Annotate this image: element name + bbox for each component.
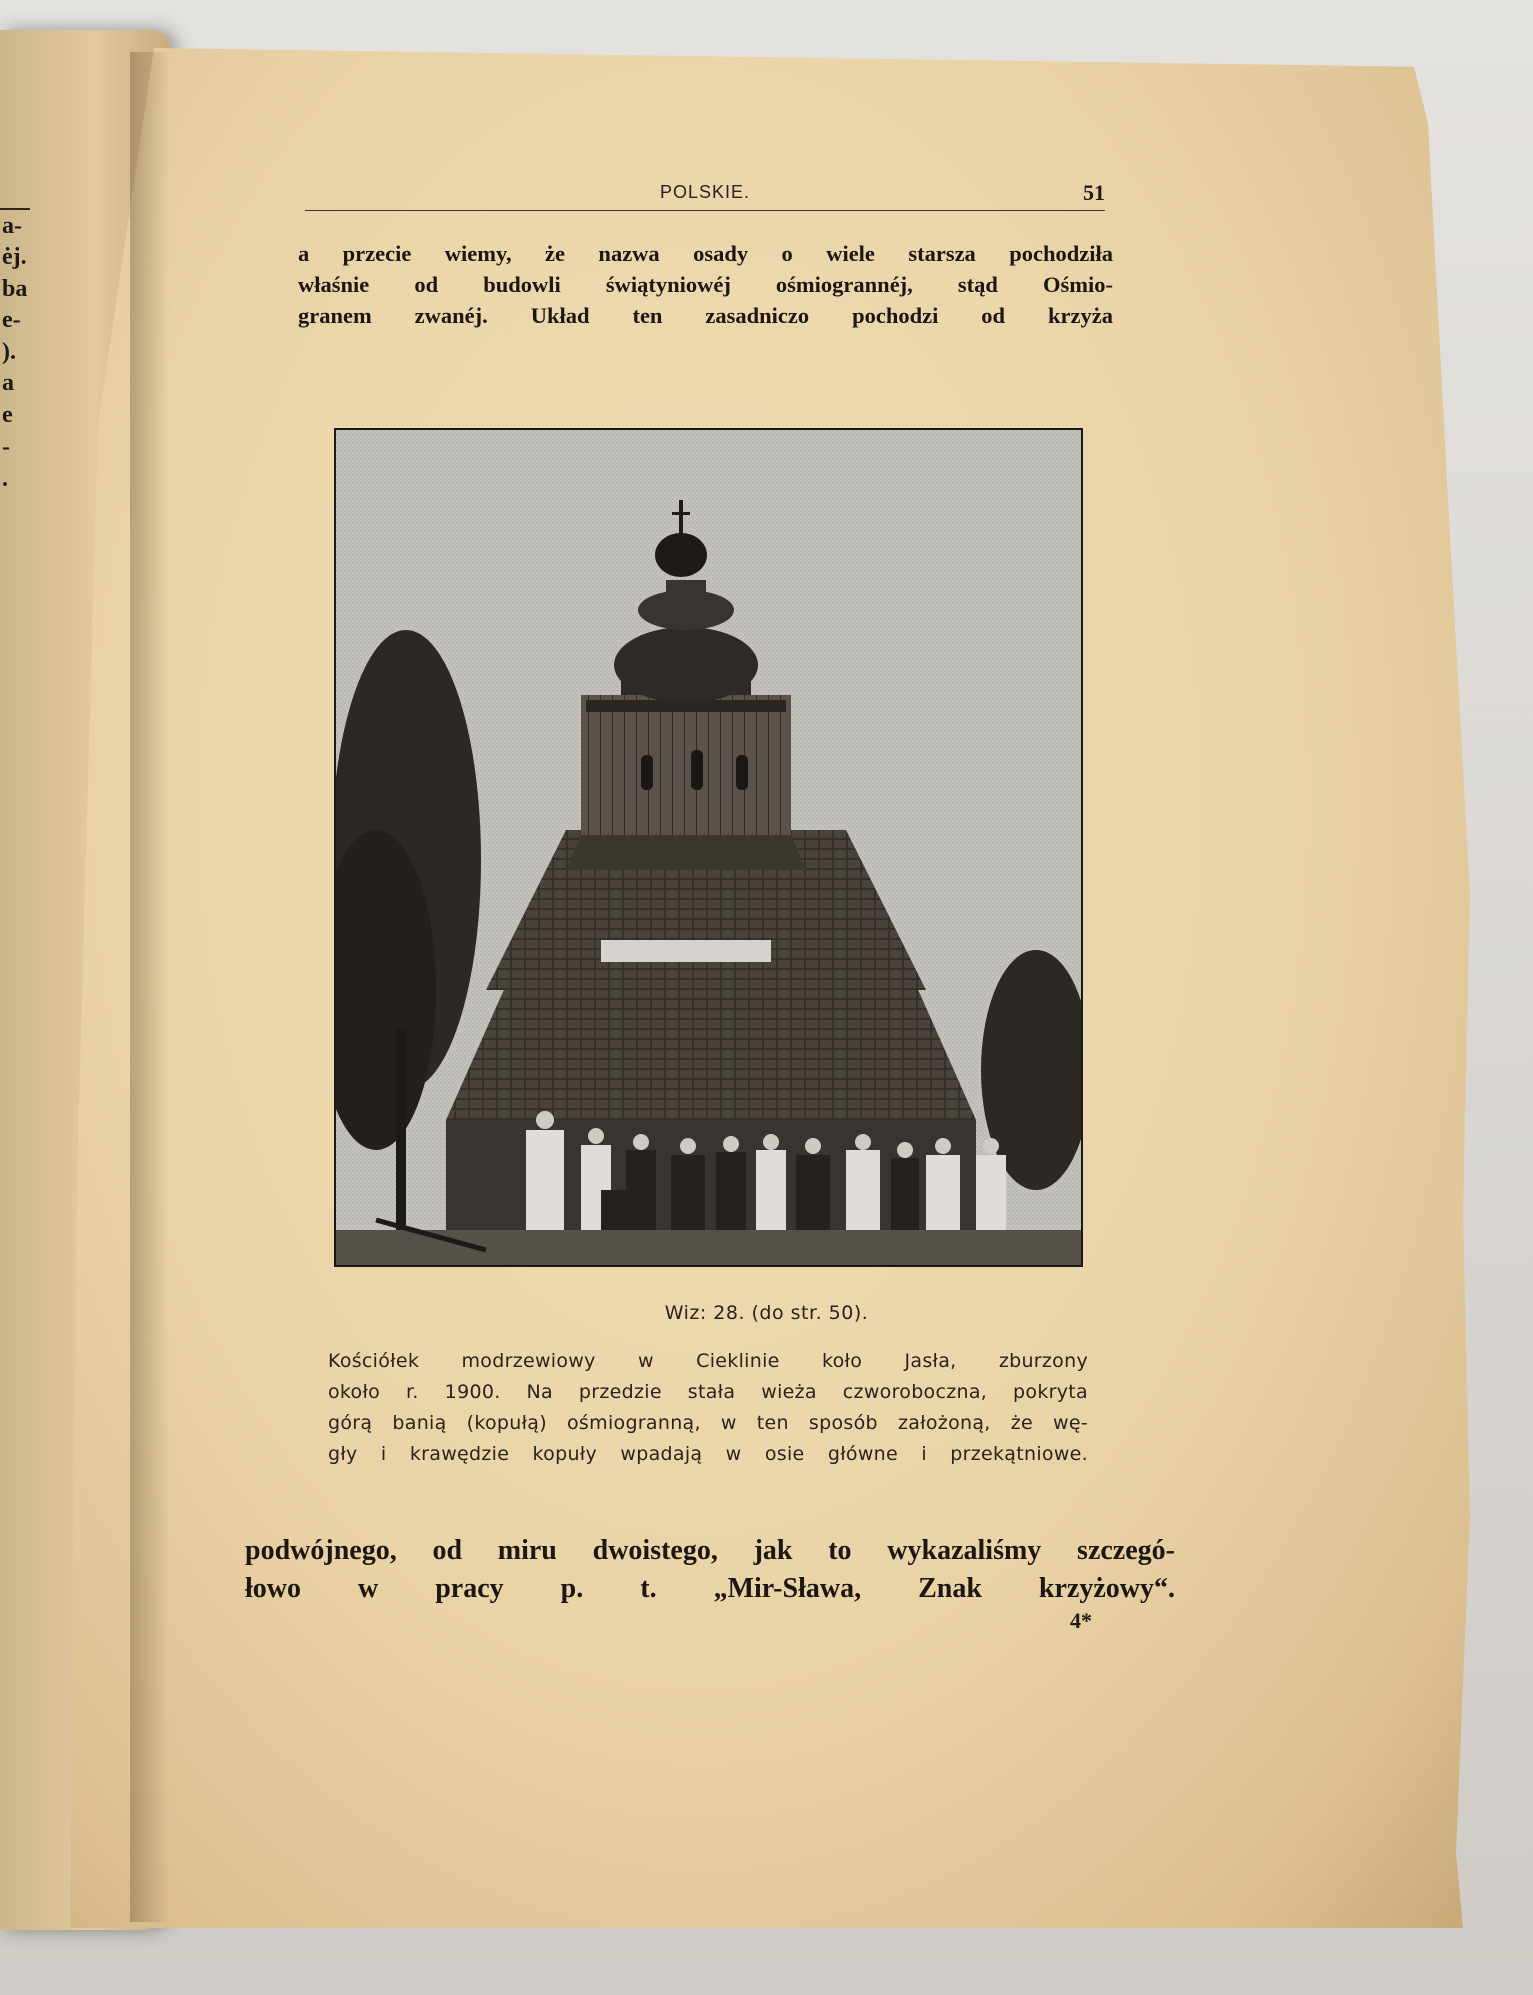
facing-text-fragment: ). [2, 339, 16, 365]
caption-line: Kościółek modrzewiowy w Cieklinie koło Jasła, zburzony [328, 1350, 1088, 1372]
church-photo-illustration [336, 430, 1081, 1265]
signature-mark: 4* [1070, 1608, 1092, 1633]
facing-page-rule [0, 208, 30, 210]
gutter-shadow [130, 52, 170, 1922]
caption-line: około r. 1900. Na przedzie stała wieża czworoboczna, pokryta [328, 1381, 1088, 1403]
facing-text-fragment: ėj. [2, 244, 27, 270]
figure-caption [328, 1346, 1088, 1470]
facing-text-fragment: a- [2, 213, 22, 239]
text-line: granem zwanéj. Układ ten zasadniczo pochodzi od krzyża [298, 303, 1113, 328]
top-paragraph [298, 238, 1113, 331]
facing-text-fragment: a [2, 370, 14, 396]
text-line: podwójnego, od miru dwoistego, jak to wykazaliśmy szczegó- [245, 1535, 1175, 1566]
facing-text-fragment: - [2, 434, 10, 460]
facing-text-fragment: e [2, 402, 13, 428]
facing-text-fragment: . [2, 466, 8, 492]
figure-label: Wiz: 28. (do str. 50). [664, 1302, 869, 1324]
facing-text-fragment: e- [2, 307, 21, 333]
bottom-paragraph [245, 1532, 1175, 1608]
page-number: 51 [1083, 180, 1105, 205]
church-photograph [334, 428, 1083, 1267]
text-line: łowo w pracy p. t. „Mir-Sława, Znak krzyżowy“. [245, 1573, 1175, 1604]
text-line: a przecie wiemy, że nazwa osady o wiele starsza pochodziła [298, 241, 1113, 266]
caption-line: górą banią (kopułą) ośmiogranną, w ten sposób założoną, że wę- [328, 1412, 1088, 1434]
running-head: POLSKIE. [660, 182, 751, 202]
text-line: właśnie od budowli świątyniowéj ośmiogrannéj, stąd Ośmio- [298, 272, 1113, 297]
page-header [305, 176, 1105, 211]
facing-text-fragment: ba [2, 276, 28, 302]
caption-line: gły i krawędzie kopuły wpadają w osie główne i przekątniowe. [328, 1443, 1088, 1465]
